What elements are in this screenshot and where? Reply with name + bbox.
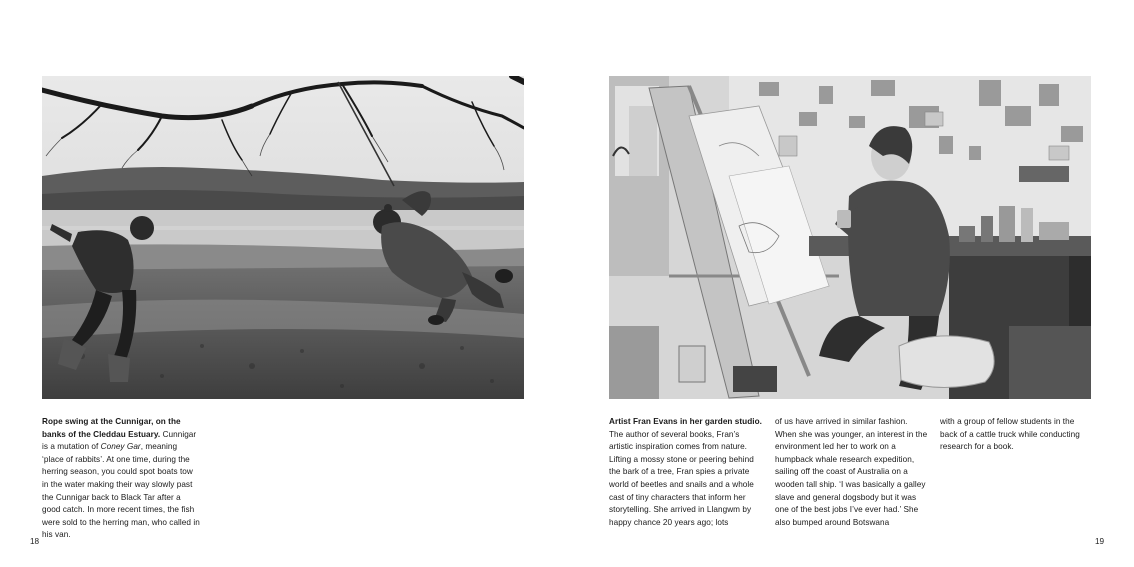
- right-caption-col3: with a group of fellow students in the back of a cattle truck while conducting research for a book.: [940, 417, 1080, 452]
- left-caption-lead: Rope swing at the Cunnigar, on the banks of the Cleddau Estuary.: [42, 417, 181, 439]
- right-caption-col1: [609, 416, 763, 529]
- artist-studio-image: [609, 76, 1091, 399]
- page-number-left: 18: [30, 537, 40, 546]
- page-number-right: 19: [1095, 537, 1105, 546]
- right-page: [567, 0, 1134, 567]
- rope-swing-image: [42, 76, 524, 399]
- artist-studio-photo: [609, 76, 1091, 399]
- left-caption-italic-term: Coney Gar: [100, 442, 141, 452]
- left-caption-body-1: Cunnigar is a mutation of: [42, 429, 197, 452]
- left-caption: [42, 416, 200, 542]
- rope-swing-photo: [42, 76, 524, 399]
- left-caption-body-2: , meaning ‘place of rabbits’. At one time, during the herring season, you could spot boats tow in the water making their way slowly past the Cunnigar back to Black Tar after a good catch. In more recent times, the fish were sold to the herring man, who called in his van.: [42, 442, 200, 540]
- right-caption-col2: of us have arrived in similar fashion. When she was younger, an interest in the environment led her to work on a humpback whale research expedition, sailing off the coast of Australia on a wooden tall ship. ‘I was basically a galley slave and general dogsbody but it was one of the best jobs I’ve ever had.’ She also bumped around Botswana: [775, 417, 928, 527]
- right-caption-lead: Artist Fran Evans in her garden studio.: [609, 417, 762, 426]
- right-caption-col1-body: The author of several books, Fran’s artistic inspiration comes from nature. Lifting a mossy stone or peering behind the bark of a tree, Fran spies a private world of beetles and snails and a whole cast of tiny characters that inform her storytelling. She arrived in Llangwm by happy chance 20 years ago; lots: [609, 429, 754, 527]
